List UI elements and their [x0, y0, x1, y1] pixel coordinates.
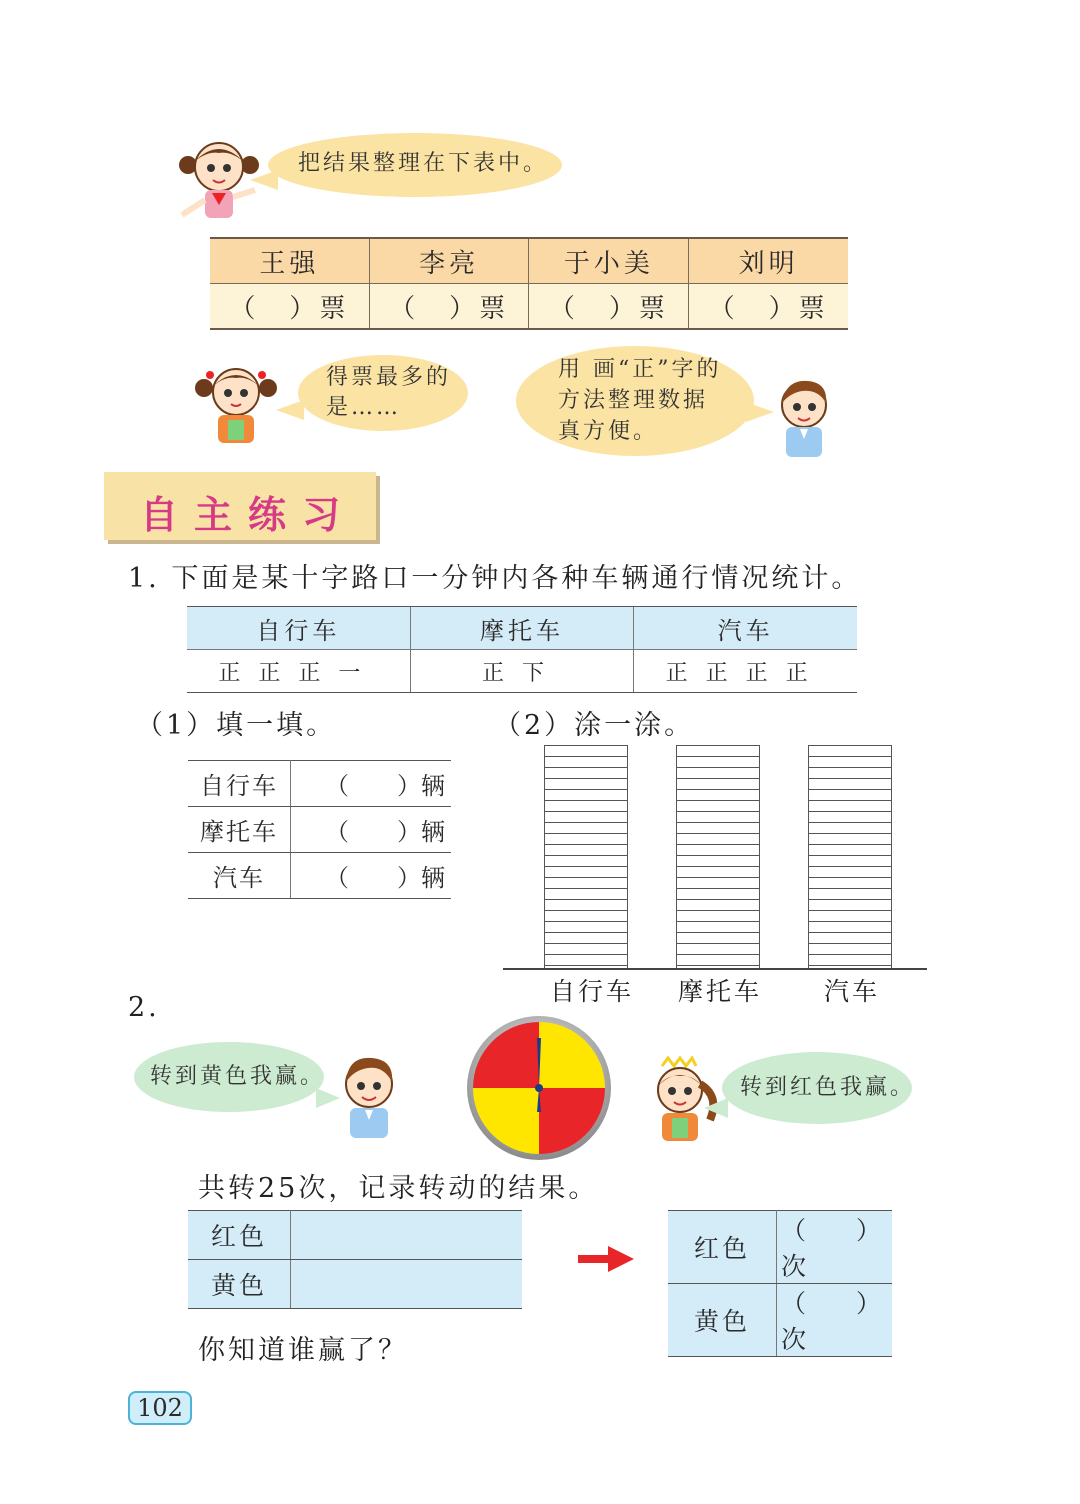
spinner-wheel — [464, 1016, 614, 1164]
fill-in-table — [188, 760, 451, 899]
color-label: 红色 — [668, 1211, 777, 1284]
count-blank[interactable]: （ ）次 — [777, 1211, 893, 1284]
vote-name: 刘明 — [689, 238, 848, 284]
bar-label: 摩托车 — [678, 977, 763, 1006]
vehicle-header: 摩托车 — [410, 607, 633, 650]
vehicle-header: 自行车 — [187, 607, 410, 650]
traffic-tally-table — [187, 606, 857, 693]
vote-blank[interactable]: （ ）票 — [529, 284, 689, 330]
boy2-illustration — [334, 1052, 404, 1144]
color-label: 黄色 — [668, 1284, 777, 1357]
vehicle-label: 自行车 — [188, 761, 291, 807]
girl2-illustration — [192, 360, 282, 452]
vote-name: 王强 — [210, 238, 369, 284]
count-blank[interactable]: （ ）辆 — [291, 761, 452, 807]
practice-banner — [104, 472, 376, 540]
vote-blank[interactable]: （ ）票 — [210, 284, 369, 330]
question-1-text: 1. 下面是某十字路口一分钟内各种车辆通行情况统计。 — [128, 563, 862, 594]
winner-question: 你知道谁赢了？ — [198, 1335, 408, 1366]
record-tally-area[interactable] — [291, 1211, 523, 1260]
count-blank[interactable]: （ ）辆 — [291, 853, 452, 899]
bar-label: 汽车 — [824, 977, 881, 1006]
record-tally-area[interactable] — [291, 1260, 523, 1309]
girl2-speech-line1: 得票最多的 — [326, 365, 452, 390]
color-in-bar-motorcycle[interactable] — [676, 745, 760, 969]
question-2-number: 2. — [128, 992, 160, 1023]
part-2-label: （2）涂一涂。 — [494, 710, 695, 741]
practice-banner-text: 自主练习 — [140, 493, 357, 537]
tally-marks: 正正正正 — [634, 650, 857, 693]
spin-record-table — [188, 1210, 522, 1309]
vote-blank[interactable]: （ ）票 — [369, 284, 529, 330]
color-in-bar-car[interactable] — [808, 745, 892, 969]
girl2-speech-line2: 是…… — [326, 395, 402, 420]
vehicle-header: 汽车 — [634, 607, 857, 650]
boy-speech-line2: 方法整理数据 — [558, 388, 709, 413]
tally-marks: 正正正一 — [187, 650, 410, 693]
vehicle-label: 汽车 — [188, 853, 291, 899]
boy2-speech-text: 转到黄色我赢。 — [150, 1064, 326, 1089]
boy-illustration — [772, 375, 836, 463]
vote-blank[interactable]: （ ）票 — [689, 284, 848, 330]
spin-result-table — [668, 1210, 892, 1357]
girl3-speech-text: 转到红色我赢。 — [740, 1075, 916, 1100]
bar-label: 自行车 — [550, 977, 635, 1006]
vote-name: 李亮 — [369, 238, 529, 284]
vehicle-label: 摩托车 — [188, 807, 291, 853]
bar-baseline — [503, 968, 927, 970]
color-label: 红色 — [188, 1211, 291, 1260]
color-in-bar-bicycle[interactable] — [544, 745, 628, 969]
vote-table — [210, 237, 848, 330]
count-blank[interactable]: （ ）辆 — [291, 807, 452, 853]
boy-speech-line1: 用 画“正”字的 — [558, 357, 722, 382]
vote-name: 于小美 — [529, 238, 689, 284]
spin-instruction: 共转25次，记录转动的结果。 — [198, 1173, 599, 1204]
page-number: 102 — [128, 1391, 192, 1425]
girl-speech-text: 把结果整理在下表中。 — [298, 151, 549, 176]
count-blank[interactable]: （ ）次 — [777, 1284, 893, 1357]
right-arrow-icon — [578, 1244, 636, 1278]
tally-marks: 正下 — [410, 650, 633, 693]
part-1-label: （1）填一填。 — [136, 710, 337, 741]
color-label: 黄色 — [188, 1260, 291, 1309]
boy-speech-line3: 真方便。 — [558, 419, 659, 444]
